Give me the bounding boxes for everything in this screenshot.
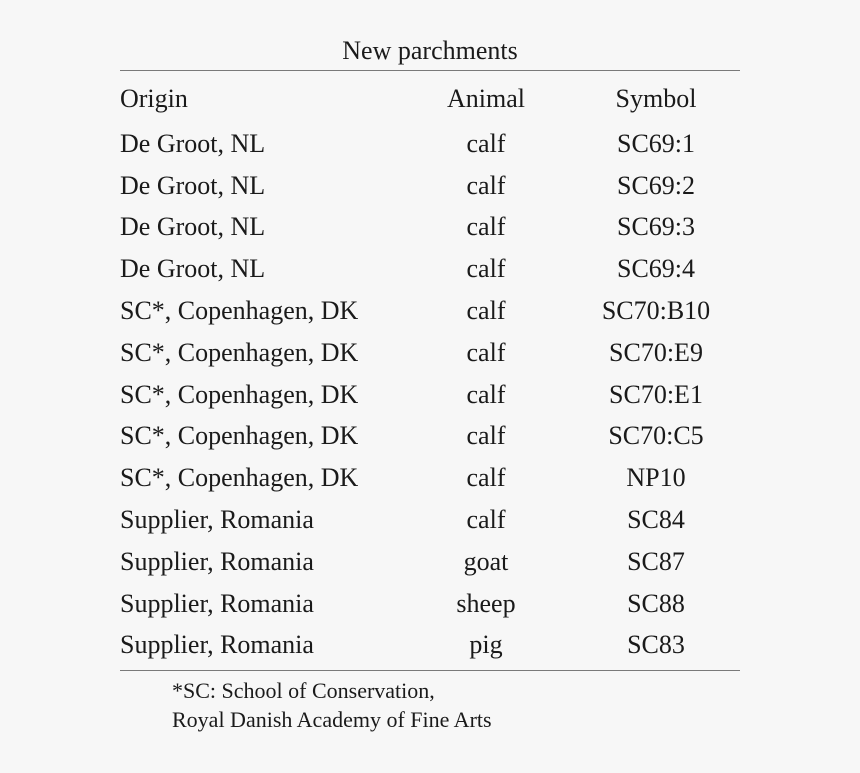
table-row: [120, 165, 740, 207]
cell-symbol: SC70:E1: [609, 379, 703, 409]
header-symbol: Symbol: [615, 84, 697, 113]
table-row: [120, 416, 740, 458]
cell-symbol: SC87: [627, 546, 685, 576]
header-animal: Animal: [447, 84, 525, 113]
table-row: [120, 332, 740, 374]
cell-origin: SC*, Copenhagen, DK: [120, 421, 359, 451]
cell-origin: Supplier, Romania: [120, 630, 314, 660]
cell-animal: calf: [466, 170, 506, 200]
cell-symbol: SC69:3: [616, 212, 696, 242]
footnote: [172, 676, 492, 734]
cell-origin: Supplier, Romania: [120, 546, 314, 576]
cell-animal: calf: [466, 254, 506, 284]
cell-animal: calf: [466, 296, 506, 326]
cell-animal: calf: [466, 128, 506, 158]
cell-animal: goat: [463, 546, 509, 576]
table-row: [120, 625, 740, 667]
cell-origin: De Groot, NL: [120, 212, 266, 242]
cell-animal: calf: [466, 505, 506, 535]
cell-animal: calf: [466, 212, 506, 242]
cell-symbol: SC83: [627, 630, 685, 660]
cell-origin: Supplier, Romania: [120, 505, 314, 535]
cell-symbol: SC69:4: [616, 254, 696, 284]
table-row: [120, 290, 740, 332]
table-row: [120, 374, 740, 416]
table-row: [120, 583, 740, 625]
table-caption: New parchments: [342, 36, 518, 65]
cell-symbol: SC70:C5: [608, 421, 704, 451]
table-row: [120, 499, 740, 541]
cell-symbol: NP10: [626, 463, 686, 493]
cell-origin: De Groot, NL: [120, 170, 266, 200]
footnote-line-1: *SC: School of Conservation,: [172, 678, 435, 703]
table-body: [120, 123, 740, 670]
table-row: [120, 123, 740, 165]
cell-origin: SC*, Copenhagen, DK: [120, 337, 359, 367]
header-origin: Origin: [120, 84, 188, 113]
cell-origin: De Groot, NL: [120, 254, 266, 284]
cell-symbol: SC69:2: [616, 170, 696, 200]
table-row: [120, 207, 740, 249]
cell-animal: calf: [466, 463, 506, 493]
bottom-rule: [120, 670, 740, 671]
cell-animal: sheep: [456, 588, 516, 618]
cell-origin: SC*, Copenhagen, DK: [120, 463, 359, 493]
table-header-row: [120, 71, 740, 123]
table-row: [120, 457, 740, 499]
table-row: [120, 541, 740, 583]
cell-origin: SC*, Copenhagen, DK: [120, 296, 359, 326]
cell-origin: De Groot, NL: [120, 128, 266, 158]
table-row: [120, 248, 740, 290]
parchment-table: [120, 32, 740, 671]
cell-animal: pig: [469, 630, 503, 660]
cell-symbol: SC70:B10: [601, 296, 711, 326]
cell-symbol: SC84: [627, 505, 685, 535]
cell-animal: calf: [466, 379, 506, 409]
cell-symbol: SC88: [627, 588, 685, 618]
cell-animal: calf: [466, 421, 506, 451]
cell-origin: Supplier, Romania: [120, 588, 314, 618]
footnote-line-2: Royal Danish Academy of Fine Arts: [172, 707, 492, 732]
cell-symbol: SC70:E9: [609, 337, 703, 367]
cell-symbol: SC69:1: [616, 128, 696, 158]
cell-origin: SC*, Copenhagen, DK: [120, 379, 359, 409]
cell-animal: calf: [466, 337, 506, 367]
